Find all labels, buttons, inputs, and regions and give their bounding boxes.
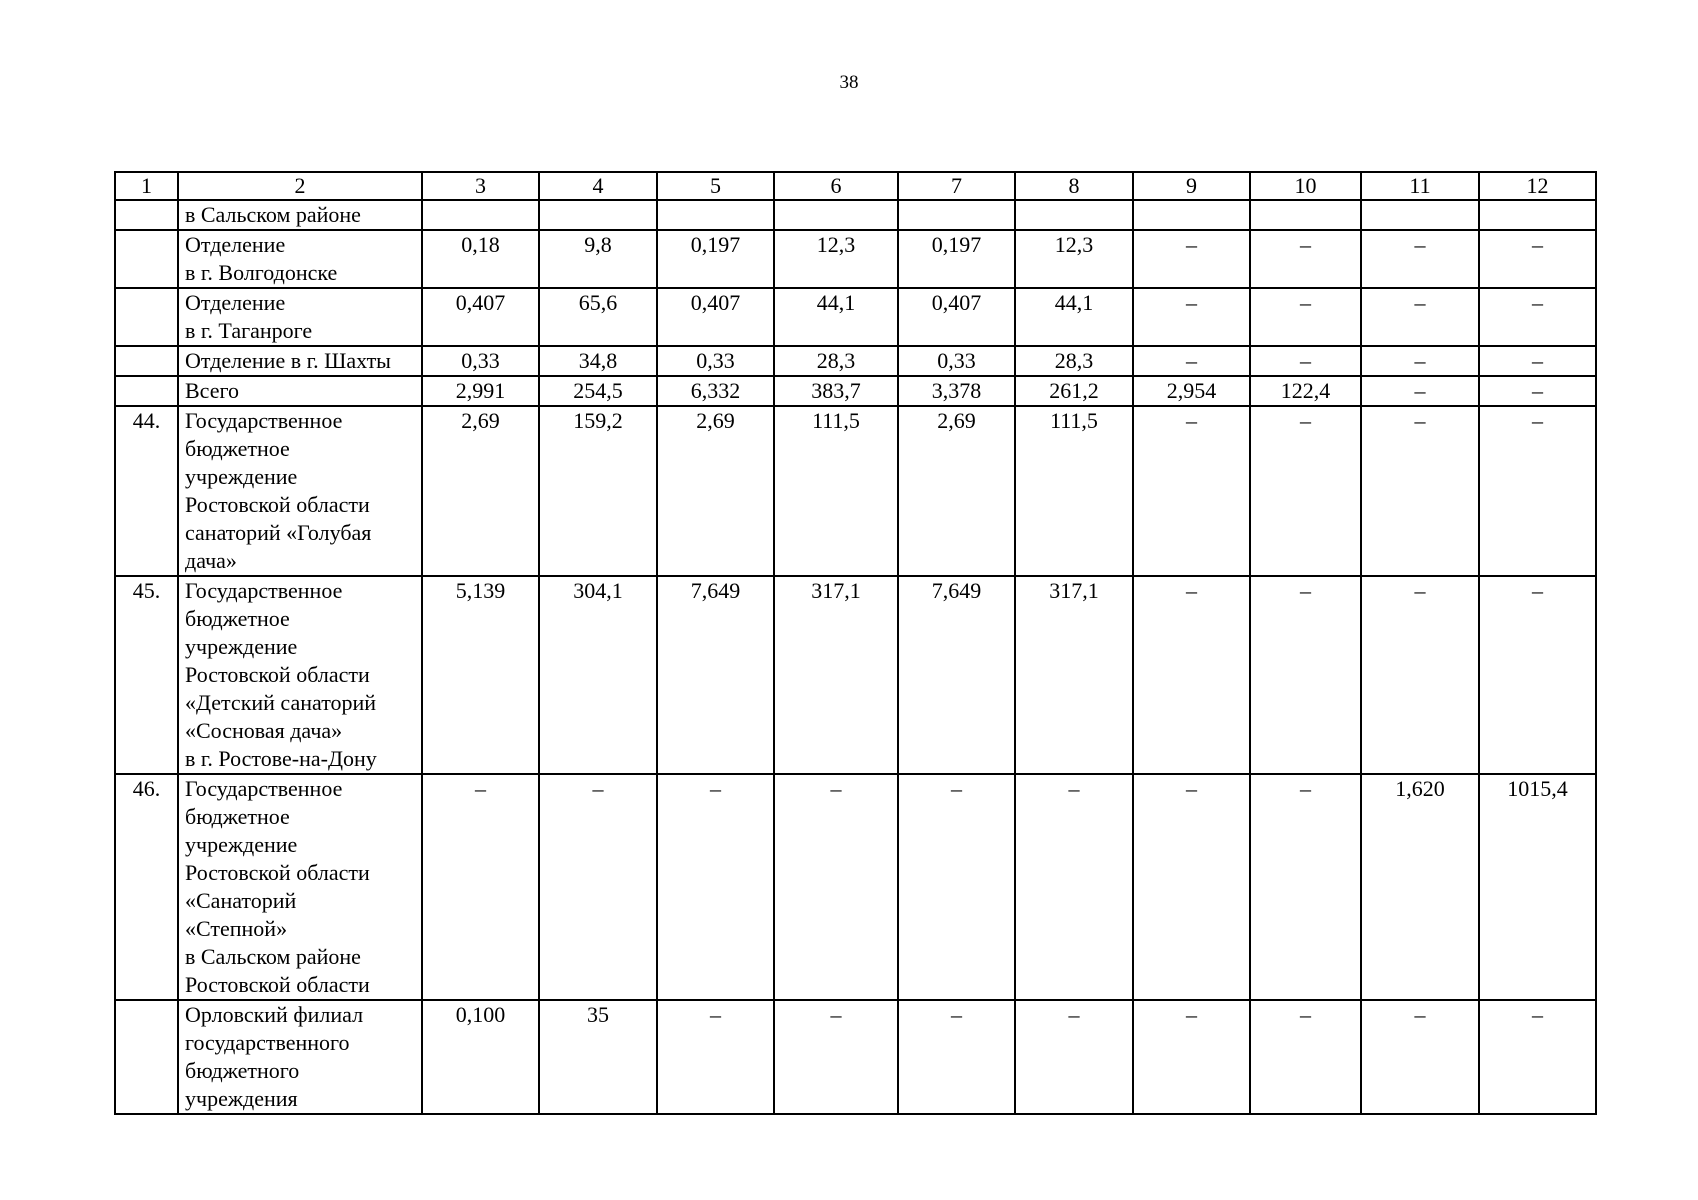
table-body [115,172,1596,1114]
column-header-7: 7 [898,172,1015,200]
value-cell-col-5 [657,200,774,230]
value-cell-col-8: – [1015,774,1133,1000]
value-cell-col-7: 0,197 [898,230,1015,288]
institution-name-line: санаторий «Голубая [185,520,372,545]
value-cell-col-4: – [539,774,657,1000]
value-cell-col-4: 254,5 [539,376,657,406]
value-cell-col-7: – [898,774,1015,1000]
value-cell-col-11: – [1361,1000,1479,1114]
institution-name-line: «Сосновая дача» [185,718,343,743]
institution-name-line: Отделение [185,290,286,315]
column-header-11: 11 [1361,172,1479,200]
institution-name-cell [178,376,422,406]
value-cell-col-6: – [774,774,898,1000]
row-number-cell: 44. [115,406,178,576]
value-cell-col-10: – [1250,346,1361,376]
value-cell-col-11: 1,620 [1361,774,1479,1000]
column-header-3: 3 [422,172,539,200]
table-header-row [115,172,1596,200]
row-number-cell [115,346,178,376]
institution-name-line: в Сальском районе [185,202,361,227]
value-cell-col-5: 0,407 [657,288,774,346]
column-header-5: 5 [657,172,774,200]
institution-name-line: учреждения [185,1086,298,1111]
value-cell-col-8: 261,2 [1015,376,1133,406]
column-header-8: 8 [1015,172,1133,200]
value-cell-col-5: 0,197 [657,230,774,288]
institution-name-cell [178,288,422,346]
row-number-cell [115,288,178,346]
value-cell-col-10: – [1250,406,1361,576]
institution-name-line: Государственное [185,408,343,433]
value-cell-col-4: 35 [539,1000,657,1114]
table-row [115,288,1596,346]
row-number-cell [115,376,178,406]
column-header-12: 12 [1479,172,1596,200]
value-cell-col-3: 0,100 [422,1000,539,1114]
institution-name-cell [178,406,422,576]
value-cell-col-7: 2,69 [898,406,1015,576]
institution-name-line: учреждение [185,634,298,659]
table-row [115,346,1596,376]
value-cell-col-10 [1250,200,1361,230]
value-cell-col-12: – [1479,288,1596,346]
value-cell-col-5: – [657,774,774,1000]
value-cell-col-12: 1015,4 [1479,774,1596,1000]
value-cell-col-6: – [774,1000,898,1114]
value-cell-col-3: 0,18 [422,230,539,288]
value-cell-col-4: 159,2 [539,406,657,576]
value-cell-col-6: 28,3 [774,346,898,376]
value-cell-col-7: – [898,1000,1015,1114]
column-header-10: 10 [1250,172,1361,200]
column-header-2: 2 [178,172,422,200]
value-cell-col-12: – [1479,406,1596,576]
value-cell-col-5: – [657,1000,774,1114]
institution-name-line: в г. Таганроге [185,318,313,343]
value-cell-col-3: 2,69 [422,406,539,576]
institution-name-line: Государственное [185,776,343,801]
institution-name-cell [178,230,422,288]
value-cell-col-8: 111,5 [1015,406,1133,576]
institution-name-cell [178,1000,422,1114]
institution-name-line: Отделение [185,232,286,257]
value-cell-col-10: – [1250,1000,1361,1114]
value-cell-col-11: – [1361,376,1479,406]
value-cell-col-11: – [1361,230,1479,288]
value-cell-col-9: – [1133,406,1250,576]
value-cell-col-8: – [1015,1000,1133,1114]
value-cell-col-11: – [1361,406,1479,576]
value-cell-col-9: – [1133,576,1250,774]
institution-name-line: бюджетное [185,804,290,829]
table-row [115,200,1596,230]
value-cell-col-12: – [1479,230,1596,288]
institution-name-cell [178,774,422,1000]
value-cell-col-9: – [1133,230,1250,288]
value-cell-col-9 [1133,200,1250,230]
value-cell-col-3: 5,139 [422,576,539,774]
institution-name-line: Государственное [185,578,343,603]
institution-name-line: бюджетного [185,1058,300,1083]
value-cell-col-8: 317,1 [1015,576,1133,774]
column-header-9: 9 [1133,172,1250,200]
value-cell-col-12: – [1479,346,1596,376]
value-cell-col-6 [774,200,898,230]
table-row [115,406,1596,576]
value-cell-col-5: 0,33 [657,346,774,376]
value-cell-col-12 [1479,200,1596,230]
value-cell-col-10: – [1250,576,1361,774]
value-cell-col-4: 65,6 [539,288,657,346]
page-number: 38 [839,72,859,93]
value-cell-col-10: – [1250,288,1361,346]
institution-name-cell [178,346,422,376]
value-cell-col-4: 34,8 [539,346,657,376]
value-cell-col-6: 44,1 [774,288,898,346]
institution-name-line: Всего [185,378,239,403]
value-cell-col-12: – [1479,376,1596,406]
institution-name-line: учреждение [185,464,298,489]
institution-name-line: Ростовской области [185,860,370,885]
value-cell-col-3: 0,407 [422,288,539,346]
institution-name-line: Орловский филиал [185,1002,364,1027]
value-cell-col-6: 317,1 [774,576,898,774]
table-row [115,774,1596,1000]
value-cell-col-7: 3,378 [898,376,1015,406]
value-cell-col-8 [1015,200,1133,230]
value-cell-col-4: 304,1 [539,576,657,774]
data-table [114,171,1597,1115]
column-header-6: 6 [774,172,898,200]
value-cell-col-10: – [1250,230,1361,288]
value-cell-col-12: – [1479,576,1596,774]
institution-name-cell [178,200,422,230]
value-cell-col-8: 28,3 [1015,346,1133,376]
value-cell-col-11 [1361,200,1479,230]
value-cell-col-7: 0,33 [898,346,1015,376]
value-cell-col-10: 122,4 [1250,376,1361,406]
value-cell-col-9: – [1133,1000,1250,1114]
row-number-cell [115,200,178,230]
value-cell-col-9: – [1133,774,1250,1000]
institution-name-line: Ростовской области [185,972,370,997]
value-cell-col-7 [898,200,1015,230]
value-cell-col-7: 0,407 [898,288,1015,346]
value-cell-col-5: 2,69 [657,406,774,576]
value-cell-col-7: 7,649 [898,576,1015,774]
value-cell-col-8: 44,1 [1015,288,1133,346]
institution-name-line: Ростовской области [185,492,370,517]
value-cell-col-9: 2,954 [1133,376,1250,406]
institution-name-line: в г. Волгодонске [185,260,338,285]
institution-name-line: государственного [185,1030,350,1055]
value-cell-col-3: – [422,774,539,1000]
table-row [115,230,1596,288]
value-cell-col-9: – [1133,346,1250,376]
row-number-cell [115,1000,178,1114]
column-header-1: 1 [115,172,178,200]
value-cell-col-9: – [1133,288,1250,346]
value-cell-col-8: 12,3 [1015,230,1133,288]
value-cell-col-3: 2,991 [422,376,539,406]
institution-name-line: дача» [185,548,237,573]
value-cell-col-11: – [1361,346,1479,376]
value-cell-col-11: – [1361,576,1479,774]
value-cell-col-6: 12,3 [774,230,898,288]
value-cell-col-4 [539,200,657,230]
value-cell-col-5: 6,332 [657,376,774,406]
value-cell-col-12: – [1479,1000,1596,1114]
table-row [115,1000,1596,1114]
institution-name-line: бюджетное [185,436,290,461]
institution-name-line: бюджетное [185,606,290,631]
table-row [115,376,1596,406]
institution-name-line: «Санаторий [185,888,297,913]
value-cell-col-10: – [1250,774,1361,1000]
row-number-cell: 45. [115,576,178,774]
column-header-4: 4 [539,172,657,200]
institution-name-line: в г. Ростове-на-Дону [185,746,377,771]
table-row [115,576,1596,774]
institution-name-line: «Степной» [185,916,288,941]
row-number-cell [115,230,178,288]
value-cell-col-3: 0,33 [422,346,539,376]
value-cell-col-3 [422,200,539,230]
value-cell-col-6: 383,7 [774,376,898,406]
institution-name-cell [178,576,422,774]
institution-name-line: «Детский санаторий [185,690,377,715]
institution-name-line: Отделение в г. Шахты [185,348,391,373]
value-cell-col-5: 7,649 [657,576,774,774]
institution-name-line: в Сальском районе [185,944,361,969]
institution-name-line: Ростовской области [185,662,370,687]
value-cell-col-11: – [1361,288,1479,346]
value-cell-col-4: 9,8 [539,230,657,288]
value-cell-col-6: 111,5 [774,406,898,576]
row-number-cell: 46. [115,774,178,1000]
institution-name-line: учреждение [185,832,298,857]
